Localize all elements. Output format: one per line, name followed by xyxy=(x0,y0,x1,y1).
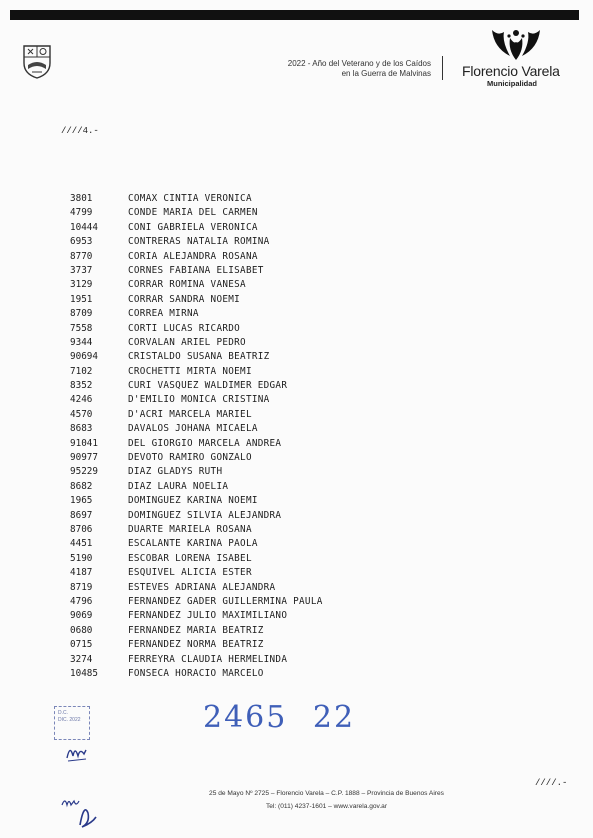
roster-row xyxy=(70,451,323,465)
roster-row xyxy=(70,437,323,451)
roster-row xyxy=(70,595,323,609)
roster-row xyxy=(70,653,323,667)
roster-legajo-number: 1965 xyxy=(70,495,93,507)
roster-row xyxy=(70,581,323,595)
roster-legajo-number: 4799 xyxy=(70,207,93,219)
roster-row xyxy=(70,192,323,206)
roster-legajo-number: 0715 xyxy=(70,639,93,651)
roster-row xyxy=(70,480,323,494)
roster-full-name: ESCALANTE KARINA PAOLA xyxy=(128,538,258,550)
roster-row xyxy=(70,465,323,479)
footer-address: 25 de Mayo Nº 2725 – Florencio Varela – C.P. 1888 – Provincia de Buenos Aires xyxy=(209,790,444,797)
roster-row xyxy=(70,307,323,321)
roster-legajo-number: 10444 xyxy=(70,221,98,233)
roster-legajo-number: 7102 xyxy=(70,365,93,377)
year-motto xyxy=(288,59,431,79)
year-motto-line2: en la Guerra de Malvinas xyxy=(341,69,431,78)
roster-full-name: CORNES FABIANA ELISABET xyxy=(128,264,264,276)
roster-row xyxy=(70,250,323,264)
roster-legajo-number: 8706 xyxy=(70,523,93,535)
roster-legajo-number: 8709 xyxy=(70,308,93,320)
roster-full-name: DIAZ LAURA NOELIA xyxy=(128,480,229,492)
roster-legajo-number: 10485 xyxy=(70,667,98,679)
roster-legajo-number: 9344 xyxy=(70,336,93,348)
roster-row xyxy=(70,566,323,580)
year-motto-line1: 2022 - Año del Veterano y de los Caídos xyxy=(287,59,431,68)
roster-legajo-number: 90694 xyxy=(70,351,98,363)
florencio-varela-logo-icon xyxy=(488,26,544,64)
roster-row xyxy=(70,278,323,292)
roster-legajo-number: 8697 xyxy=(70,509,93,521)
stamp-number: 2465 xyxy=(203,700,288,735)
roster-row xyxy=(70,494,323,508)
roster-full-name: DEL GIORGIO MARCELA ANDREA xyxy=(128,437,282,449)
roster-full-name: CURI VASQUEZ WALDIMER EDGAR xyxy=(128,380,288,392)
roster-full-name: CORIA ALEJANDRA ROSANA xyxy=(128,250,258,262)
roster-legajo-number: 4246 xyxy=(70,394,93,406)
roster-full-name: CORREA MIRNA xyxy=(128,308,199,320)
roster-legajo-number: 95229 xyxy=(70,466,98,478)
brand-subtitle: Municipalidad xyxy=(487,79,538,88)
roster-full-name: CONI GABRIELA VERONICA xyxy=(128,221,258,233)
roster-full-name: DAVALOS JOHANA MICAELA xyxy=(128,423,258,435)
stamp-year: 22 xyxy=(312,700,356,735)
roster-legajo-number: 8683 xyxy=(70,423,93,435)
municipal-crest-icon xyxy=(22,43,52,79)
roster-legajo-number: 5190 xyxy=(70,552,93,564)
roster-legajo-number: 9069 xyxy=(70,610,93,622)
roster-row xyxy=(70,379,323,393)
roster-row xyxy=(70,221,323,235)
roster-full-name: CORTI LUCAS RICARDO xyxy=(128,322,241,334)
roster-legajo-number: 91041 xyxy=(70,437,98,449)
roster-legajo-number: 3737 xyxy=(70,264,93,276)
roster-full-name: CONTRERAS NATALIA ROMINA xyxy=(128,236,270,248)
roster-full-name: CROCHETTI MIRTA NOEMI xyxy=(128,365,252,377)
roster-legajo-number: 8719 xyxy=(70,581,93,593)
roster-full-name: FONSECA HORACIO MARCELO xyxy=(128,667,264,679)
roster-row xyxy=(70,667,323,681)
footer-contact: Tel: (011) 4237-1601 – www.varela.gov.ar xyxy=(265,803,388,810)
roster-legajo-number: 4570 xyxy=(70,408,93,420)
roster-legajo-number: 8352 xyxy=(70,380,93,392)
roster-full-name: FERNANDEZ NORMA BEATRIZ xyxy=(128,639,264,651)
roster-legajo-number: 1951 xyxy=(70,293,93,305)
roster-legajo-number: 7558 xyxy=(70,322,93,334)
brand-name: Florencio Varela xyxy=(462,63,560,79)
roster-legajo-number: 0680 xyxy=(70,624,93,636)
roster-full-name: CORRAR SANDRA NOEMI xyxy=(128,293,241,305)
roster-full-name: CONDE MARIA DEL CARMEN xyxy=(128,207,258,219)
roster-row xyxy=(70,365,323,379)
roster-full-name: FERREYRA CLAUDIA HERMELINDA xyxy=(128,653,288,665)
roster-row xyxy=(70,638,323,652)
roster-full-name: ESTEVES ADRIANA ALEJANDRA xyxy=(128,581,276,593)
roster-full-name: DOMINGUEZ KARINA NOEMI xyxy=(128,495,258,507)
roster-row xyxy=(70,393,323,407)
roster-legajo-number: 6953 xyxy=(70,236,93,248)
roster-full-name: DEVOTO RAMIRO GONZALO xyxy=(128,452,252,464)
roster-full-name: FERNANDEZ GADER GUILLERMINA PAULA xyxy=(128,595,323,607)
roster-row xyxy=(70,609,323,623)
roster-row xyxy=(70,537,323,551)
roster-legajo-number: 8770 xyxy=(70,250,93,262)
roster-full-name: DOMINGUEZ SILVIA ALEJANDRA xyxy=(128,509,282,521)
handwritten-signature-2 xyxy=(60,795,100,831)
roster-row xyxy=(70,552,323,566)
page-marker-end: ////.- xyxy=(535,778,568,788)
top-black-bar xyxy=(10,10,579,20)
roster-full-name: CORVALAN ARIEL PEDRO xyxy=(128,336,246,348)
roster-full-name: CORRAR ROMINA VANESA xyxy=(128,279,246,291)
roster-legajo-number: 4796 xyxy=(70,595,93,607)
roster-row xyxy=(70,264,323,278)
roster-full-name: D'ACRI MARCELA MARIEL xyxy=(128,408,252,420)
header-divider xyxy=(442,56,443,80)
roster-row xyxy=(70,206,323,220)
page-marker: ////4.- xyxy=(61,126,99,136)
roster-legajo-number: 3129 xyxy=(70,279,93,291)
roster-row xyxy=(70,293,323,307)
handwritten-initials-1 xyxy=(64,740,90,764)
roster-legajo-number: 4451 xyxy=(70,538,93,550)
received-stamp: D.C. DIC. 2022 xyxy=(54,706,90,740)
roster-legajo-number: 4187 xyxy=(70,567,93,579)
roster-full-name: ESCOBAR LORENA ISABEL xyxy=(128,552,252,564)
roster-legajo-number: 90977 xyxy=(70,452,98,464)
roster-row xyxy=(70,523,323,537)
roster-full-name: D'EMILIO MONICA CRISTINA xyxy=(128,394,270,406)
roster-full-name: DIAZ GLADYS RUTH xyxy=(128,466,223,478)
roster-full-name: CRISTALDO SUSANA BEATRIZ xyxy=(128,351,270,363)
roster-row xyxy=(70,235,323,249)
roster-row xyxy=(70,322,323,336)
roster-legajo-number: 3801 xyxy=(70,193,93,204)
roster-row xyxy=(70,350,323,364)
roster-full-name: FERNANDEZ MARIA BEATRIZ xyxy=(128,624,264,636)
roster-legajo-number: 3274 xyxy=(70,653,93,665)
roster-row xyxy=(70,509,323,523)
roster-row xyxy=(70,336,323,350)
roster-row xyxy=(70,624,323,638)
roster-full-name: FERNANDEZ JULIO MAXIMILIANO xyxy=(128,610,288,622)
roster-legajo-number: 8682 xyxy=(70,480,93,492)
roster-full-name: ESQUIVEL ALICIA ESTER xyxy=(128,567,252,579)
roster-full-name: COMAX CINTIA VERONICA xyxy=(128,193,252,204)
roster-row xyxy=(70,408,323,422)
roster-list xyxy=(70,192,323,681)
roster-row xyxy=(70,422,323,436)
registration-number-stamp xyxy=(203,700,355,735)
roster-full-name: DUARTE MARIELA ROSANA xyxy=(128,523,252,535)
